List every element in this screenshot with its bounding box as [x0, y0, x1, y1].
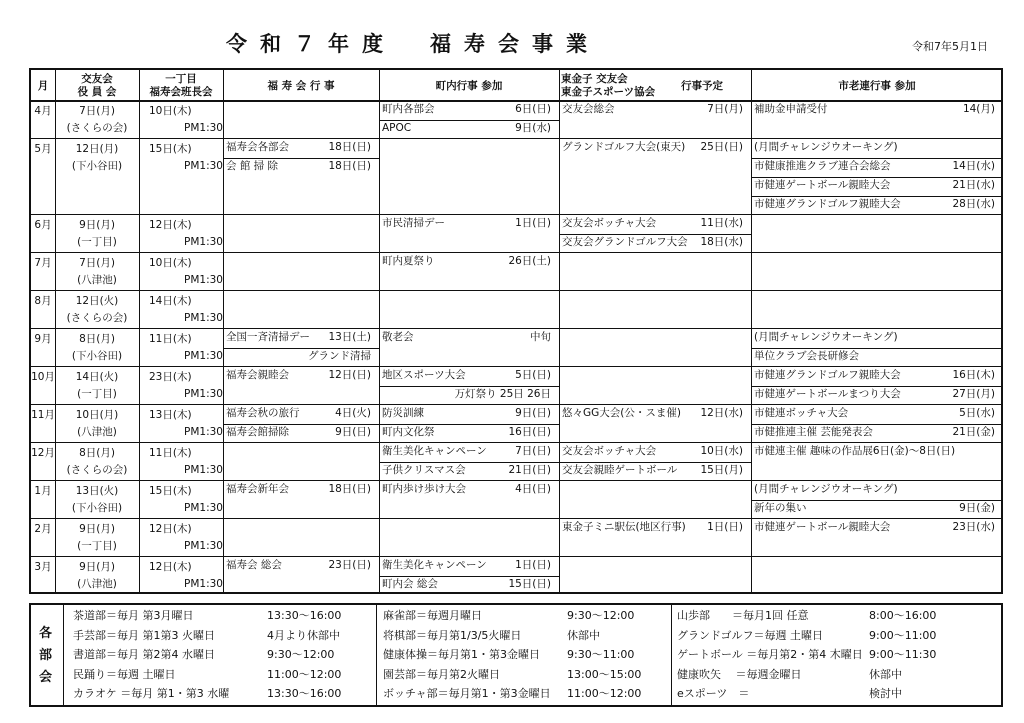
chonai-event-date: 26日(土): [508, 255, 551, 267]
chonai-event-name: 町内文化祭: [382, 426, 435, 438]
koyu-date: 8日(月): [79, 333, 115, 345]
club-time: 11:00～12:00: [267, 667, 342, 681]
itchome-time: PM1:30: [184, 388, 223, 400]
chonai-event-name: 子供クリスマス会: [382, 464, 466, 476]
chonai-event-name: 防災訓練: [382, 407, 424, 419]
fukuju-event-name: 福寿会館掃除: [226, 426, 289, 438]
itchome-date: 12日(木): [149, 523, 192, 535]
club-time: 9:00～11:00: [869, 628, 937, 642]
club-name: ボッチャ部＝毎月第1・第3金曜日: [383, 687, 551, 700]
row-divider: [31, 214, 1001, 215]
fukuju-entry-divider: [223, 348, 379, 349]
higashi-entry-divider: [559, 462, 751, 463]
fukuju-event-name: 全国一斉清掃デー: [226, 331, 310, 343]
fukuju-event-date: 4日(火): [335, 407, 371, 419]
chonai-event-name: 町内歩け歩け大会: [382, 483, 466, 495]
city-event-name: 市健連グランドゴルフ親睦大会: [754, 198, 901, 210]
city-event-name: (月間チャレンジウオーキング): [754, 331, 898, 343]
row-divider: [31, 252, 1001, 253]
koyu-date: 12日(火): [75, 295, 119, 307]
header-higashi-2: 東金子スポーツ協会: [561, 86, 656, 98]
club-time: 13:30～16:00: [267, 609, 342, 622]
column-divider: [379, 70, 380, 592]
koyu-date: 9日(月): [79, 219, 115, 231]
koyu-venue: (八津池): [77, 274, 117, 286]
itchome-time: PM1:30: [184, 122, 223, 134]
column-divider: [671, 605, 672, 705]
koyu-date: 8日(月): [79, 447, 115, 459]
header-chonai: 町内行事 参加: [435, 80, 503, 92]
chonai-entry-divider: [379, 386, 559, 387]
club-time: 9:00～11:30: [869, 648, 937, 661]
club-time: 検討中: [869, 687, 902, 700]
city-event-name: 市健連ゲートボールまつり大会: [754, 388, 901, 400]
chonai-event-date: 21日(日): [508, 464, 551, 476]
club-time: 休部中: [869, 667, 902, 681]
club-time: 13:00～15:00: [567, 667, 642, 681]
koyu-date: 7日(月): [79, 105, 115, 117]
fukuju-entry-divider: [223, 158, 379, 159]
header-higashi-1: 東金子 交友会: [561, 73, 628, 85]
city-event-date: 9日(金): [959, 502, 995, 514]
document-title: 令和７年度 福寿会事業: [226, 32, 600, 56]
city-entry-divider: [751, 158, 1003, 159]
itchome-date: 15日(木): [149, 143, 192, 155]
row-divider: [31, 404, 1001, 405]
month-label: 3月: [34, 561, 52, 573]
fukuju-event-name: 会 館 掃 除: [226, 160, 279, 172]
fukuju-event-name: 福寿会 総会: [226, 559, 282, 571]
itchome-date: 12日(木): [149, 219, 192, 231]
fukuju-event-date: グランド清掃: [308, 350, 371, 362]
higashi-event-name: 悠々GG大会(公・スま催): [562, 407, 681, 419]
city-event-date: 21日(水): [952, 179, 995, 191]
header-city: 市老連行事 参加: [838, 80, 916, 92]
koyu-venue: (さくらの会): [66, 122, 128, 134]
header-itchome-1: 一丁目: [165, 73, 197, 85]
clubs-label-2: 部: [39, 648, 53, 663]
row-divider: [31, 480, 1001, 481]
itchome-time: PM1:30: [184, 426, 223, 438]
club-name: 健康吹矢 ＝毎週金曜日: [677, 667, 802, 681]
itchome-date: 10日(木): [149, 105, 192, 117]
higashi-event-name: 交友会総会: [562, 103, 615, 115]
city-event-date: 14(月): [962, 103, 995, 115]
city-event-date: 16日(木): [952, 369, 995, 381]
chonai-event-date: 6日(日): [515, 103, 551, 115]
club-time: 9:30～12:00: [267, 648, 335, 661]
city-entry-divider: [751, 177, 1003, 178]
chonai-event-date: 1日(日): [515, 217, 551, 229]
chonai-event-name: 町内夏祭り: [382, 255, 435, 267]
header-itchome-2: 福寿会班長会: [149, 86, 213, 98]
issue-date: 令和7年5月1日: [912, 40, 988, 53]
higashi-event-date: 15日(月): [700, 464, 743, 476]
column-divider: [376, 605, 377, 705]
chonai-event-date: 中旬: [530, 331, 551, 343]
chonai-event-name: 町内会 総会: [382, 578, 438, 590]
higashi-event-date: 12日(水): [700, 407, 743, 419]
column-divider: [63, 605, 64, 705]
itchome-date: 12日(木): [149, 561, 192, 573]
chonai-event-name: 衛生美化キャンペーン: [382, 445, 487, 457]
chonai-event-date: 4日(日): [515, 483, 551, 495]
chonai-entry-divider: [379, 576, 559, 577]
itchome-time: PM1:30: [184, 502, 223, 514]
koyu-venue: (八津池): [77, 426, 117, 438]
chonai-event-date: 16日(日): [508, 426, 551, 438]
itchome-time: PM1:30: [184, 160, 223, 172]
chonai-event-name: 衛生美化キャンペーン: [382, 559, 487, 571]
row-divider: [31, 442, 1001, 443]
column-divider: [139, 70, 140, 592]
koyu-date: 13日(火): [75, 485, 119, 497]
higashi-event-name: 東金子ミニ駅伝(地区行事): [562, 521, 686, 533]
itchome-time: PM1:30: [184, 350, 223, 362]
club-name: 書道部＝毎月 第2第4 水曜日: [73, 648, 215, 661]
header-koyu-1: 交友会: [81, 73, 113, 85]
city-entry-divider: [751, 424, 1003, 425]
clubs-label-1: 各: [39, 626, 53, 641]
city-event-name: 新年の集い: [754, 502, 807, 514]
itchome-time: PM1:30: [184, 274, 223, 286]
city-event-name: (月間チャレンジウオーキング): [754, 483, 898, 495]
month-label: 11月: [31, 409, 55, 421]
city-event-name: 市健連ボッチャ大会: [754, 407, 849, 419]
city-event-date: 27日(月): [952, 388, 995, 400]
city-event-name: 市健連グランドゴルフ親睦大会: [754, 369, 901, 381]
chonai-event-name: 地区スポーツ大会: [382, 369, 466, 381]
higashi-event-date: 7日(月): [707, 103, 743, 115]
koyu-venue: (さくらの会): [66, 464, 128, 476]
club-name: カラオケ ＝毎月 第1・第3 水曜: [73, 687, 230, 700]
higashi-event-name: 交友会ボッチャ大会: [562, 445, 657, 457]
fukuju-event-name: 福寿会新年会: [226, 483, 289, 495]
fukuju-entry-divider: [223, 424, 379, 425]
clubs-table: [29, 603, 1003, 707]
itchome-date: 11日(木): [149, 447, 192, 459]
row-divider: [31, 556, 1001, 557]
itchome-time: PM1:30: [184, 464, 223, 476]
month-label: 9月: [34, 333, 52, 345]
club-name: 麻雀部＝毎週月曜日: [383, 609, 482, 622]
club-time: 13:30～16:00: [267, 687, 342, 700]
month-label: 5月: [34, 143, 52, 155]
higashi-event-date: 1日(日): [707, 521, 743, 533]
fukuju-event-date: 12日(日): [328, 369, 371, 381]
higashi-event-date: 10日(水): [700, 445, 743, 457]
city-event-name: 市健連主催 趣味の作品展6日(金)～8日(日): [754, 445, 956, 457]
city-event-name: 市健連ゲートボール親睦大会: [754, 521, 891, 533]
row-divider: [31, 366, 1001, 367]
city-entry-divider: [751, 196, 1003, 197]
city-event-date: 5日(水): [959, 407, 995, 419]
koyu-date: 10日(月): [75, 409, 119, 421]
club-name: 茶道部＝毎月 第3月曜日: [73, 609, 194, 622]
chonai-event-date: 15日(日): [508, 578, 551, 590]
itchome-time: PM1:30: [184, 312, 223, 324]
city-entry-divider: [751, 348, 1003, 349]
row-divider: [31, 290, 1001, 291]
higashi-event-name: 交友会グランドゴルフ大会: [562, 236, 688, 248]
club-name: 山歩部 ＝毎月1回 任意: [677, 609, 809, 622]
koyu-date: 9日(月): [79, 523, 115, 535]
city-event-name: 単位クラブ会長研修会: [754, 350, 859, 362]
koyu-date: 9日(月): [79, 561, 115, 573]
chonai-event-date: 万灯祭り 25日 26日: [454, 388, 551, 400]
fukuju-event-date: 18日(日): [328, 483, 371, 495]
itchome-date: 11日(木): [149, 333, 192, 345]
chonai-entry-divider: [379, 462, 559, 463]
club-time: 8:00～16:00: [869, 609, 937, 622]
chonai-event-name: 敬老会: [382, 331, 414, 343]
month-label: 10月: [31, 371, 55, 383]
chonai-event-name: 町内各部会: [382, 103, 435, 115]
chonai-event-date: 1日(日): [515, 559, 551, 571]
city-event-date: 28日(水): [952, 198, 995, 210]
fukuju-event-date: 23日(日): [328, 559, 371, 571]
higashi-event-name: グランドゴルフ大会(東天): [562, 141, 686, 153]
higashi-entry-divider: [559, 234, 751, 235]
schedule-table: [29, 68, 1003, 594]
itchome-date: 14日(木): [149, 295, 192, 307]
koyu-venue: (下小谷田): [71, 502, 123, 514]
club-time: 4月より休部中: [267, 628, 340, 642]
itchome-date: 15日(木): [149, 485, 192, 497]
itchome-date: 13日(木): [149, 409, 192, 421]
chonai-event-name: APOC: [382, 122, 412, 134]
club-name: 手芸部＝毎月 第1第3 火曜日: [73, 628, 215, 642]
row-divider: [31, 138, 1001, 139]
koyu-date: 12日(月): [75, 143, 119, 155]
row-divider: [31, 518, 1001, 519]
chonai-event-date: 7日(日): [515, 445, 551, 457]
city-event-name: (月間チャレンジウオーキング): [754, 141, 898, 153]
fukuju-event-name: 福寿会各部会: [226, 141, 289, 153]
month-label: 6月: [34, 219, 52, 231]
koyu-venue: (一丁目): [77, 236, 117, 248]
chonai-entry-divider: [379, 120, 559, 121]
fukuju-event-date: 13日(土): [328, 331, 371, 343]
higashi-event-name: 交友会親睦ゲートボール: [562, 464, 678, 476]
itchome-time: PM1:30: [184, 540, 223, 552]
city-entry-divider: [751, 500, 1003, 501]
month-label: 12月: [31, 447, 55, 459]
column-divider: [559, 70, 560, 592]
club-time: 9:30～12:00: [567, 609, 635, 622]
chonai-event-name: 市民清掃デー: [382, 217, 445, 229]
chonai-entry-divider: [379, 424, 559, 425]
koyu-venue: (下小谷田): [71, 160, 123, 172]
month-label: 1月: [34, 485, 52, 497]
higashi-event-date: 11日(水): [700, 217, 743, 229]
header-koyu-2: 役 員 会: [77, 86, 117, 98]
itchome-date: 10日(木): [149, 257, 192, 269]
city-event-date: 14日(水): [952, 160, 995, 172]
club-name: 民踊り＝毎週 土曜日: [73, 667, 176, 681]
koyu-venue: (下小谷田): [71, 350, 123, 362]
fukuju-event-date: 9日(日): [335, 426, 371, 438]
month-label: 8月: [34, 295, 52, 307]
koyu-venue: (さくらの会): [66, 312, 128, 324]
fukuju-event-name: 福寿会秋の旅行: [226, 407, 300, 419]
header-divider: [31, 100, 1001, 102]
chonai-event-date: 5日(日): [515, 369, 551, 381]
higashi-event-name: 交友会ボッチャ大会: [562, 217, 657, 229]
row-divider: [31, 328, 1001, 329]
club-name: 健康体操＝毎月第1・第3金曜日: [383, 648, 540, 661]
koyu-venue: (一丁目): [77, 540, 117, 552]
club-time: 11:00～12:00: [567, 687, 642, 700]
higashi-event-date: 18日(水): [700, 236, 743, 248]
chonai-event-date: 9日(水): [515, 122, 551, 134]
city-entry-divider: [751, 386, 1003, 387]
fukuju-event-name: 福寿会親睦会: [226, 369, 289, 381]
club-name: 将棋部＝毎月第1/3/5火曜日: [383, 628, 522, 642]
fukuju-event-date: 18日(日): [328, 141, 371, 153]
itchome-time: PM1:30: [184, 236, 223, 248]
chonai-event-date: 9日(日): [515, 407, 551, 419]
city-event-date: 23日(水): [952, 521, 995, 533]
month-label: 7月: [34, 257, 52, 269]
itchome-time: PM1:30: [184, 578, 223, 590]
club-name: グランドゴルフ＝毎週 土曜日: [677, 628, 824, 642]
city-event-date: 21日(金): [952, 426, 995, 438]
month-label: 4月: [34, 105, 52, 117]
city-event-name: 市健康推進クラブ連合会総会: [754, 160, 891, 172]
club-time: 9:30～11:00: [567, 648, 635, 661]
koyu-date: 14日(火): [75, 371, 119, 383]
city-event-name: 補助金申請受付: [754, 103, 828, 115]
header-fukuju: 福 寿 会 行 事: [267, 80, 335, 92]
header-month: 月: [37, 80, 49, 92]
month-label: 2月: [34, 523, 52, 535]
higashi-event-date: 25日(日): [700, 141, 743, 153]
club-name: 園芸部＝毎月第2火曜日: [383, 667, 500, 681]
koyu-venue: (八津池): [77, 578, 117, 590]
itchome-date: 23日(木): [149, 371, 192, 383]
koyu-venue: (一丁目): [77, 388, 117, 400]
koyu-date: 7日(月): [79, 257, 115, 269]
fukuju-event-date: 18日(日): [328, 160, 371, 172]
city-event-name: 市健推連主催 芸能発表会: [754, 426, 873, 438]
column-divider: [751, 70, 752, 592]
city-event-name: 市健連ゲートボール親睦大会: [754, 179, 891, 191]
club-name: eスポーツ ＝: [677, 687, 750, 700]
club-time: 休部中: [567, 628, 600, 642]
column-divider: [223, 70, 224, 592]
clubs-label-3: 会: [39, 670, 53, 685]
club-name: ゲートボール ＝毎月第2・第4 木曜日: [677, 648, 863, 661]
header-higashi-suffix: 行事予定: [681, 80, 723, 92]
